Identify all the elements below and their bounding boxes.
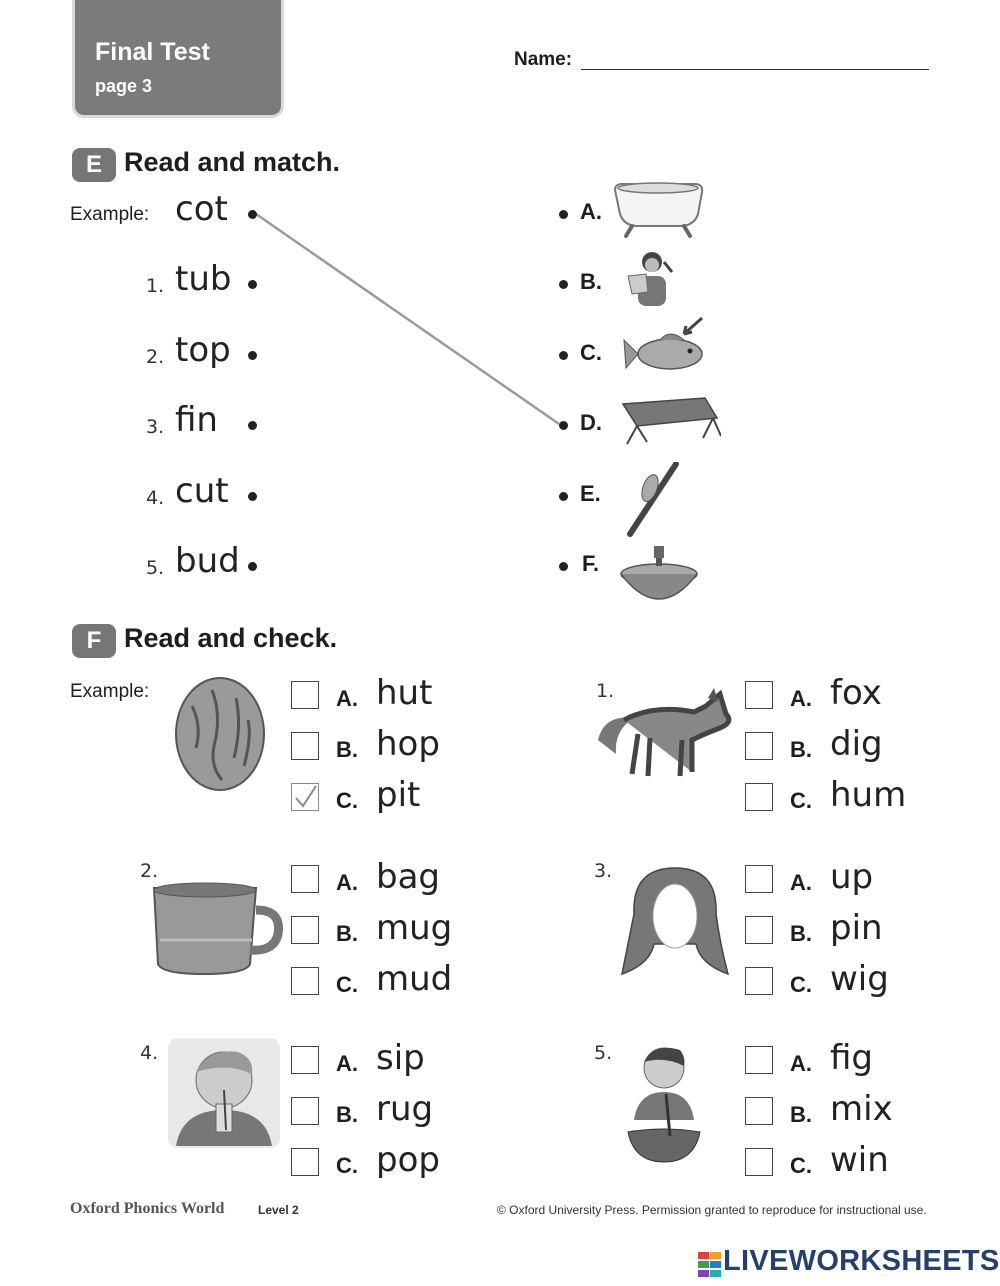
match-picture-dot[interactable] [559,210,568,219]
option-checkbox[interactable] [291,1148,319,1176]
option-word: fox [830,673,882,713]
check-item-number: 4. [140,1042,159,1064]
cot-bed-picture [617,396,721,448]
boy-mixing-picture [624,1040,704,1164]
option-letter: B. [336,921,358,946]
match-picture-letter: B. [580,269,602,294]
match-word: top [175,330,231,370]
option-word: rug [376,1089,434,1129]
option-letter: A. [790,1051,812,1076]
match-word-dot[interactable] [248,492,257,501]
footer-brand: Oxford Phonics World [70,1200,225,1217]
option-letter: A. [336,686,358,711]
check-mark-icon [292,784,318,810]
check-item-number: 2. [140,860,159,882]
option-word: hut [376,673,433,713]
option-checkbox[interactable] [291,681,319,709]
option-word: hop [376,724,440,764]
option-word: mud [376,959,453,999]
option-checkbox[interactable] [745,1148,773,1176]
test-title: Final Test [95,38,210,66]
option-word: hum [830,775,907,815]
option-checkbox[interactable] [291,732,319,760]
option-word: bag [376,857,440,897]
mug-picture [150,880,286,976]
option-checkbox[interactable] [745,1046,773,1074]
section-f-title: Read and check. [124,623,338,653]
match-picture-letter: F. [582,551,600,576]
wig-picture [620,864,730,982]
option-letter: B. [336,737,358,762]
match-word-dot[interactable] [248,351,257,360]
check-item-number: 1. [596,680,615,702]
check-item-number: 5. [594,1042,613,1064]
option-letter: A. [336,1051,358,1076]
match-word: cot [175,189,228,229]
girl-with-paper-picture [620,248,680,312]
match-picture-dot[interactable] [559,562,568,571]
option-checkbox[interactable] [745,967,773,995]
option-word: up [830,857,874,897]
spinning-top-picture [618,544,700,614]
option-letter: C. [790,1153,812,1178]
option-word: sip [376,1038,425,1078]
option-checkbox[interactable] [745,681,773,709]
option-checkbox[interactable] [291,967,319,995]
section-f-example-label: Example: [70,681,150,702]
option-word: dig [830,724,883,764]
peach-pit-picture [172,676,268,792]
option-word: mug [376,908,453,948]
match-word-dot[interactable] [248,562,257,571]
option-checkbox[interactable] [745,916,773,944]
name-label: Name: [514,49,573,70]
option-checkbox[interactable] [291,1097,319,1125]
page-number: page 3 [95,76,153,96]
match-word-dot[interactable] [248,210,257,219]
option-letter: A. [336,870,358,895]
check-item-number: 3. [594,860,613,882]
match-picture-dot[interactable] [559,492,568,501]
match-picture-letter: C. [580,340,602,365]
match-picture-letter: E. [580,481,601,506]
match-word: bud [175,541,240,581]
option-checkbox[interactable] [745,1097,773,1125]
section-f-badge: F [72,624,116,658]
match-word: fin [175,400,218,440]
option-letter: C. [336,972,358,997]
option-letter: A. [790,870,812,895]
match-picture-dot[interactable] [559,280,568,289]
match-item-number: 2. [146,346,165,368]
section-e-example-label: Example: [70,204,150,225]
option-word: wig [830,959,889,999]
option-word: fig [830,1038,873,1078]
option-letter: C. [336,1153,358,1178]
option-checkbox[interactable] [291,865,319,893]
option-word: pit [376,775,421,815]
option-word: pop [376,1140,440,1180]
branch-bud-picture [624,462,684,538]
option-checkbox[interactable] [291,1046,319,1074]
match-item-number: 1. [146,275,165,297]
match-word-dot[interactable] [248,421,257,430]
match-picture-letter: A. [580,199,602,224]
option-letter: A. [790,686,812,711]
option-letter: B. [336,1102,358,1127]
option-word: pin [830,908,883,948]
match-word: cut [175,471,229,511]
match-picture-letter: D. [580,410,602,435]
liveworksheets-logo-icon [698,1252,722,1278]
match-item-number: 5. [146,557,165,579]
footer-level: Level 2 [258,1203,299,1217]
option-checkbox[interactable] [745,732,773,760]
option-word: mix [830,1089,893,1129]
example-match-line [0,0,1000,620]
option-checkbox[interactable] [745,783,773,811]
option-word: win [830,1140,889,1180]
option-letter: B. [790,1102,812,1127]
option-checkbox[interactable] [291,783,319,811]
option-letter: C. [790,972,812,997]
match-word: tub [175,259,232,299]
bathtub-picture [610,178,705,240]
option-checkbox[interactable] [291,916,319,944]
option-letter: B. [790,737,812,762]
option-letter: C. [790,788,812,813]
match-item-number: 3. [146,416,165,438]
fish-fin-picture [622,314,714,380]
section-e-badge: E [72,148,116,182]
liveworksheets-watermark: LIVEWORKSHEETS [723,1245,1000,1277]
section-e-title: Read and match. [124,147,341,177]
option-letter: C. [336,788,358,813]
match-word-dot[interactable] [248,280,257,289]
option-checkbox[interactable] [745,865,773,893]
boy-sipping-picture [168,1038,280,1148]
match-picture-dot[interactable] [559,351,568,360]
footer-copyright: © Oxford University Press. Permission granted to reproduce for instructional use. [497,1203,927,1217]
match-item-number: 4. [146,487,165,509]
match-picture-dot[interactable] [559,421,568,430]
option-letter: B. [790,921,812,946]
fox-picture [594,684,738,782]
